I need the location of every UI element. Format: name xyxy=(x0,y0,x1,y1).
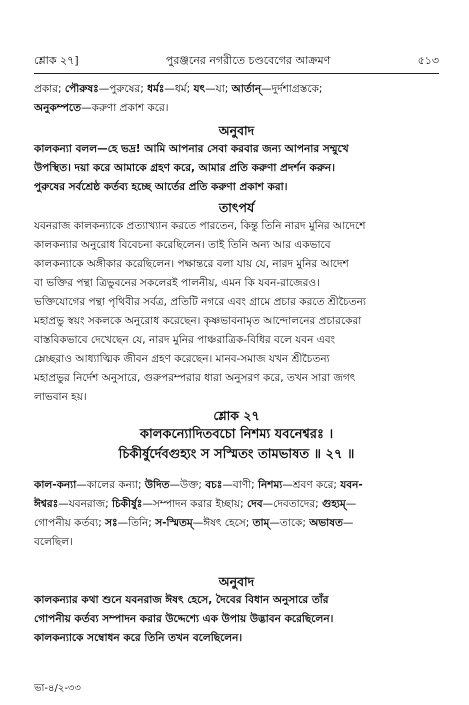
term-meaning: —বাণী; xyxy=(222,479,258,491)
purport-line: বা ভক্তির পন্থা ত্রিভুবনের সকলেরই পালনীয়, এমন কি যবন-রাজেরও। xyxy=(34,277,320,289)
term-meaning: —শ্রবণ করে; xyxy=(282,479,341,491)
purport-section xyxy=(34,199,439,407)
sanskrit-term: ঈশ্বরঃ xyxy=(34,498,59,510)
synonyms-section xyxy=(34,476,439,552)
word-meanings-continued xyxy=(34,80,439,118)
footer-signature: ভা-৪/২-৩৩ xyxy=(34,683,81,694)
term-meaning: —দুর্দশাগ্রস্তকে; xyxy=(261,83,323,95)
term-meaning: বলেছিল। xyxy=(34,536,73,548)
term-meaning: —কালের কন্যা; xyxy=(76,479,145,491)
sanskrit-term: উদিত xyxy=(144,479,170,491)
term-meaning: —যবনরাজ; xyxy=(58,498,112,510)
section-heading: অনুবাদ xyxy=(218,123,255,138)
sanskrit-term: অভাষত xyxy=(309,517,343,529)
term-meaning: গোপনীয় কর্তব্য; xyxy=(34,517,106,529)
purport-line: ভক্তিযোগের পন্থা পৃথিবীর সর্বত্র, প্রতিটি নগরে এবং গ্রামে প্রচার করতে শ্রীচৈতন্য xyxy=(34,296,366,308)
translation-line: কালকন্যা বলল—হে ভদ্র! আমি আপনার সেবা করবার জন্য আপনার সম্মুখে xyxy=(34,143,349,155)
sanskrit-term: পৌরুষঃ xyxy=(64,83,99,95)
term-meaning: —তাকে; xyxy=(269,517,310,529)
verse-number: শ্লোক ২৭ xyxy=(213,408,260,423)
sanskrit-term: কাল-কন্যা xyxy=(34,479,77,491)
header-rule xyxy=(34,73,439,74)
section-heading: অনুবাদ xyxy=(218,574,255,589)
term-meaning: —পুরুষের; xyxy=(98,83,148,95)
term-meaning: —উক্ত; xyxy=(169,479,206,491)
translation-line: গোপনীয় কর্তব্য সম্পাদন করার উদ্দেশ্যে এক উপায় উদ্ভাবন করেছিলেন। xyxy=(34,613,334,625)
sanskrit-term: গুহ্যম্ xyxy=(322,498,346,510)
term-meaning: প্রকার; xyxy=(34,83,65,95)
term-meaning: —যা; xyxy=(205,83,232,95)
purport-line: যবনরাজ কালকন্যাকে প্রত্যাখ্যান করতে পারতেন, কিন্তু তিনি নারদ মুনির আদেশে xyxy=(34,220,366,232)
term-meaning: —দেবতাদের; xyxy=(262,498,323,510)
verse-line: চিকীর্ষুর্দেবগুহ্যং স সস্মিতং তামভাষত ॥ ২৭ ॥ xyxy=(118,447,355,462)
sanskrit-term: নিশম্য xyxy=(257,479,283,491)
term-meaning: —করুণা প্রকাশ করে। xyxy=(80,102,169,114)
sanskrit-term: দেব xyxy=(246,498,263,510)
sanskrit-term: চিকীর্ষুঃ xyxy=(111,498,143,510)
purport-line: বাস্তবিকভাবে দেখেছেন যে, নারদ মুনির পাঞ্চরাত্রিক-বিধির বলে যবন এবং xyxy=(34,334,336,346)
sanskrit-term: যৎ xyxy=(193,83,206,95)
running-header xyxy=(34,54,439,68)
sanskrit-term: সঃ xyxy=(105,517,118,529)
term-meaning: —সম্পাদন করার ইচ্ছায়; xyxy=(142,498,247,510)
translation-line: উপস্থিত। দয়া করে আমাকে গ্রহণ করে, আমার প্রতি করুণা প্রদর্শন করুন। xyxy=(34,162,335,174)
translation-line: কালকন্যাকে সম্বোধন করে তিনি তখন বলেছিলেন। xyxy=(34,632,243,644)
synonym-line xyxy=(34,533,439,552)
sanskrit-term: স-স্মিতম্ xyxy=(155,517,193,529)
page-number: ৫১৩ xyxy=(417,54,439,67)
verse-line: কালকন্যোদিতবচো নিশম্য যবনেশ্বরঃ । xyxy=(139,427,334,442)
purport-line: কালকন্যাকে অঙ্গীকার করেছিলেন। পক্ষান্তরে বলা যায় যে, নারদ মুনির আদেশ xyxy=(34,258,349,270)
synonym-line xyxy=(34,514,439,533)
purport-line: কালকন্যার অনুরোধ বিবেচনা করেছিলেন। তাই তিনি অন্য আর একভাবে xyxy=(34,239,331,251)
synonym-line xyxy=(34,495,439,514)
sanskrit-term: যবন- xyxy=(340,479,363,491)
sanskrit-term: অনুকম্পতে xyxy=(34,102,81,114)
word-meaning-line xyxy=(34,99,439,118)
purport-line: ম্লেচ্ছরাও আধ্যাত্মিক জীবন গ্রহণ করেছেন। মানব-সমাজ যখন শ্রীচৈতন্য xyxy=(34,353,330,365)
sanskrit-term: তাম্ xyxy=(252,517,270,529)
term-meaning: —ঈষৎ হেসে; xyxy=(192,517,253,529)
sanskrit-term: ধর্মঃ xyxy=(147,83,165,95)
translation-section-1 xyxy=(34,122,439,197)
verse-section xyxy=(34,407,439,465)
term-meaning: —ধর্ম; xyxy=(164,83,194,95)
synonym-line xyxy=(34,476,439,495)
translation-line: পুরুষের সর্বশ্রেষ্ঠ কর্তব্য হচ্ছে আর্তের প্রতি করুণা প্রকাশ করা। xyxy=(34,181,288,193)
purport-line: মহাপ্রভু স্বয়ং সকলকে অনুরোধ করেছেন। কৃষ্ণভাবনামৃত আন্দোলনের প্রচারকেরা xyxy=(34,315,362,327)
term-meaning: — xyxy=(342,517,354,529)
sanskrit-term: বচঃ xyxy=(205,479,223,491)
translation-line: কালকন্যার কথা শুনে যবনরাজ ঈষৎ হেসে, দৈবের বিধান অনুসারে তাঁর xyxy=(34,594,329,606)
header-verse-ref: শ্লোক ২৭] xyxy=(34,54,79,67)
translation-section-2 xyxy=(34,573,439,648)
section-heading: তাৎপর্য xyxy=(218,200,255,215)
term-meaning: — xyxy=(345,498,357,510)
purport-line: লাভবান হয়। xyxy=(34,391,87,403)
sanskrit-term: আর্তান্ xyxy=(231,83,262,95)
chapter-title: পুরঞ্জনের নগরীতে চণ্ডবেগের আক্রমণ xyxy=(165,54,331,67)
word-meaning-line xyxy=(34,80,439,99)
purport-line: মহাপ্রভুর নির্দেশ অনুসারে, গুরুপরম্পরার ধারা অনুসরণ করে, তখন সারা জগৎ xyxy=(34,372,356,384)
term-meaning: —তিনি; xyxy=(117,517,156,529)
